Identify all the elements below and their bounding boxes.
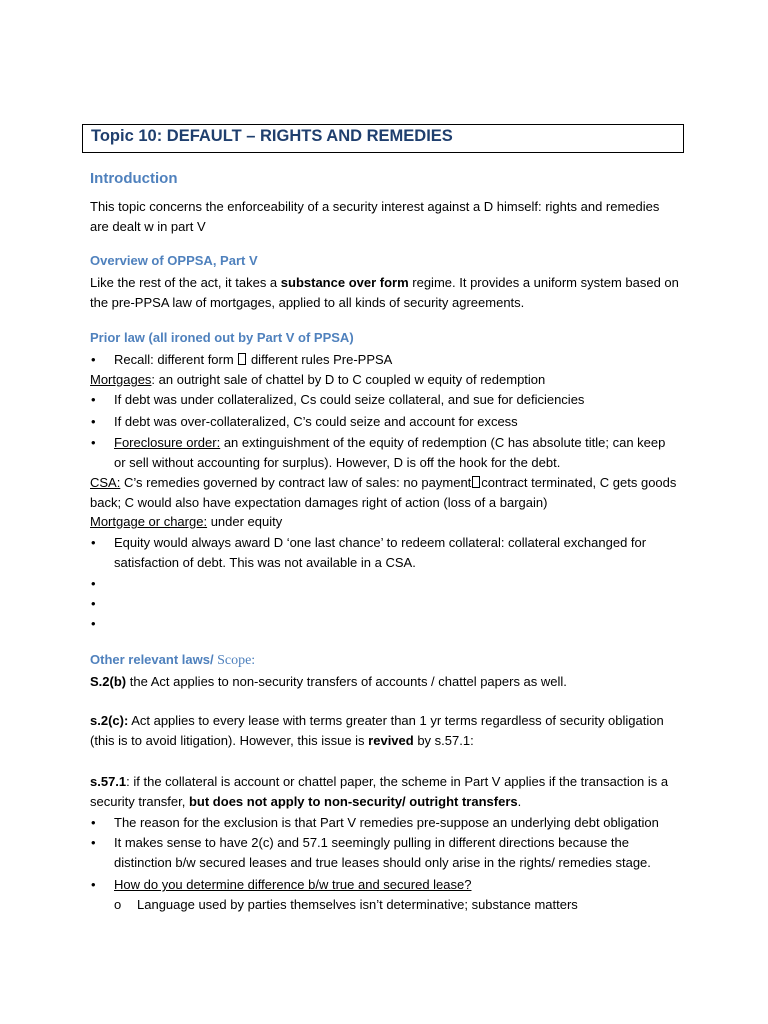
bullet-icon: • (91, 877, 96, 892)
bullet-icon: • (91, 392, 96, 407)
bullet-icon: • (91, 596, 96, 611)
arrow-placeholder-icon (238, 353, 246, 365)
bullet-icon: • (91, 414, 96, 429)
overview-heading: Overview of OPPSA, Part V (90, 253, 258, 268)
sub-bullet-icon: o (114, 897, 122, 912)
list-item: The reason for the exclusion is that Part V remedies pre-suppose an underlying debt obligation (114, 815, 659, 830)
list-item: Foreclosure order: an extinguishment of the equity of redemption (C has absolute title; can keep or sell without accounting for surplus). However, D is off the hook for the debt. (114, 435, 666, 470)
intro-paragraph: This topic concerns the enforceability of a security interest against a D himself: rights and remedies are dealt w in part V (90, 199, 660, 234)
bullet-icon: • (91, 352, 96, 367)
mortgage-charge-line: Mortgage or charge: under equity (90, 514, 283, 529)
bullet-icon: • (91, 535, 96, 550)
s2c-paragraph: s.2(c): Act applies to every lease with terms greater than 1 yr terms regardless of security obligation (this is to avoid litigation). However, this issue is revived by s.57.1: (90, 713, 664, 748)
list-item: It makes sense to have 2(c) and 57.1 seemingly pulling in different directions because the distinction b/w secured leases and true leases should only arise in the rights/ remedies stage. (114, 835, 651, 870)
bullet-icon: • (91, 815, 96, 830)
intro-heading: Introduction (90, 170, 178, 187)
bullet-icon: • (91, 835, 96, 850)
sub-list-item: Language used by parties themselves isn’t determinative; substance matters (137, 897, 578, 912)
arrow-placeholder-icon (472, 476, 480, 488)
topic-title-box (82, 124, 684, 153)
s571-paragraph: s.57.1: if the collateral is account or chattel paper, the scheme in Part V applies if the transaction is a security transfer, but does not apply to non-security/ outright transfers. (90, 774, 669, 809)
s2b-paragraph: S.2(b) the Act applies to non-security transfers of accounts / chattel papers as well. (90, 674, 567, 689)
page-title: Topic 10: DEFAULT – RIGHTS AND REMEDIES (91, 127, 453, 145)
bullet-icon: • (91, 616, 96, 631)
list-item: If debt was over-collateralized, C’s could seize and account for excess (114, 414, 518, 429)
prior-law-heading: Prior law (all ironed out by Part V of PPSA) (90, 330, 354, 345)
bullet-icon: • (91, 435, 96, 450)
bullet-icon: • (91, 576, 96, 591)
list-item: If debt was under collateralized, Cs could seize collateral, and sue for deficiencies (114, 392, 585, 407)
mortgages-line: Mortgages: an outright sale of chattel by D to C coupled w equity of redemption (90, 372, 546, 387)
other-laws-heading: Other relevant laws/ Scope: (90, 652, 256, 668)
list-item: Recall: different form different rules Pre-PPSA (114, 352, 393, 367)
csa-line: CSA: C’s remedies governed by contract law of sales: no payment contract terminated, C gets goods back; C would also have expectation damages right of action (loss of a bargain) (90, 475, 677, 510)
list-item: Equity would always award D ‘one last chance’ to redeem collateral: collateral exchanged for satisfaction of debt. This was not available in a CSA. (114, 535, 647, 570)
overview-paragraph: Like the rest of the act, it takes a substance over form regime. It provides a uniform system based on the pre-PPSA law of mortgages, applied to all kinds of security agreements. (90, 275, 679, 310)
list-item: How do you determine difference b/w true and secured lease? (114, 877, 472, 892)
